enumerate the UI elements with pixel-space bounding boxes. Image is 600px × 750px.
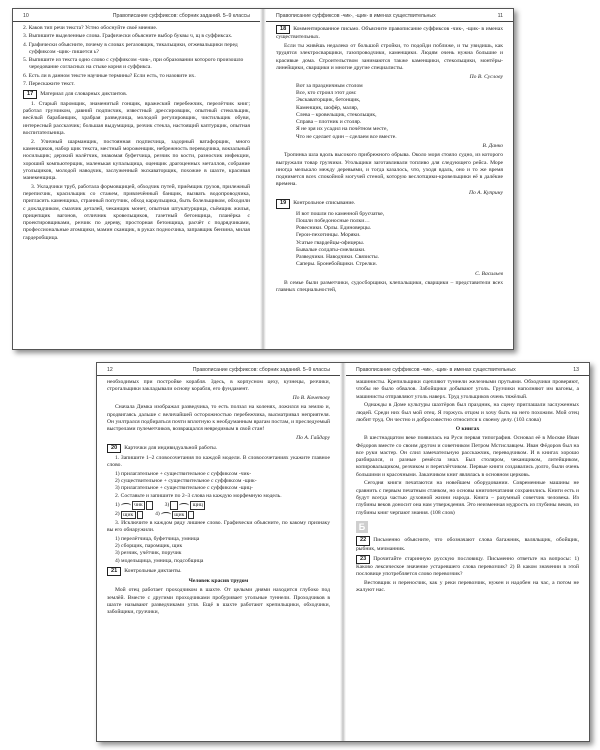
page-number: 11 [497,13,503,19]
dictation-3: 3. Укладчики труб, работала формовщицей, обходчик путей, приёмщик грузов, прилежный переписчик, красильщик со стажем, привлечённый банщик, вызвать водопроводчика, пригласить каменщика, странный попутчик, обход караульщика, быть болельщиком, обходили с докладчиком, смазчик деталей, чеканщик монет, опытная штукатурщица, съёмщик жилья, прицепщик вагонов, отличник кровельщиков, газетный бетонщица, планёрка с проектировщиками, резчик по дереву, просторная бетонщица, расчёт с подрядчиками, профессиональные атомщики, мамин сканщик, в руках подносчика, заправщик бензина, милая гардеробщица. [23,183,250,241]
proverb: Вестовщик и переносчик, как у реки перевозчик, нужен и надобен на час, а потом не жалуют нас. [356,580,579,594]
running-head [97,363,340,376]
morpheme-model-1: 1) чик [115,501,153,509]
author-credit: С. Васильев [475,270,503,277]
word-row: 4) модельщица, умница, подсобщица [115,557,204,564]
verse-line: Герои-пехотинцы. Моряки. [296,232,361,239]
running-head [266,9,513,22]
text-paragraph: В семье были разметчики, судосборщики, клепальщики, сварщики – представители всех главных специальностей, [276,280,503,294]
poem-line: Экскаваторщик, бетонщик, [296,97,361,104]
morpheme-model-2: 2) щик [115,511,143,519]
verse [276,211,503,269]
question-3: 3. Выпишите выделенные слова. Графически объясните выбор буквы ч, щ в суффиксах. [23,33,233,40]
task-21-heading [107,567,330,576]
verse-line: Разведчики. Наводчики. Связисты. [296,254,380,261]
section-badge: Б [356,521,368,533]
question-5: 5. Выпишите из текста одно слово с суффиксом -чик-, при образовании которого произошло чередование согласных на стыке корня и суффикса. [23,57,244,71]
dictation-title: О книгах [455,426,480,433]
task-number: 18 [276,25,290,34]
question-2: 2. Каков тип речи текста? Устно обоснуйте своё мнение. [23,25,158,31]
suffix-box: щик [172,511,187,519]
page-11 [266,9,513,349]
task-number: 20 [107,444,121,453]
task-number: 17 [23,90,37,99]
task-title: Карточки для индивидуальной работы. [124,445,218,452]
model-1: 1) прилагательное + существительное с суффиксом -чик- [115,470,252,477]
task-title: Письменно объясните, что обозначают слова багажник, валяльщик, обойщик, рыбник, мичманник. [356,537,579,552]
task-number: 21 [107,567,121,576]
verse-line: И вот пошли по каменной брусчатке, [296,210,385,217]
morpheme-model-3: 3) щиц [165,501,206,509]
text-paragraph: Сначала Димка изображал разведчика, то есть ползал на коленях, ложился на землю и, продвигаясь дальше с величайшей осторожностью перебежчика, высматривал неприятеля. Он уилтрался подбираться почти вплотную к необдуманным врагам постам, и преследуемый выстрелами пулеметчиков, возвращался невредимым в свой стан! [107,404,330,433]
text-paragraph: Мой отец работает проходчиком в шахте. От целыми днями находится глубоко под землёй. Вместе с другими проходчиками пробуривает угольные туннели. Проходчиков в шахте называют разведчиками угля. Ещё в шахте работают крепильщики, обходчики, забойщики, грузчики, [107,587,330,616]
verse-line: Пошли победоносные полки… [296,217,370,224]
suffix-box: чик [132,501,146,509]
verse-line: Ровесники. Орлы. Единоверцы. [296,225,372,232]
page-10 [13,9,260,349]
author-credit: В. Данко [482,142,503,149]
dictation-1: 1. Старый паромщик, знаменитый гонщик, вражеский перебежчик, перелётчик книг; работал грузчиком, давний подписчик, известный дрессировщик, опытный стекольщик, весёлый барабанщик, храбрая разведчица, молодой регулировщик, чистильщик обуви, интересный рассказчик; большая выдумщица, резчик стекла, настоящий каптурщик, опытная воспитательница. [23,100,250,136]
task-18-heading [276,25,503,42]
word-row: 3) резчик, учётчик, поручик [115,550,182,557]
running-title: Правописание суффиксов: сборник заданий. 5–9 классы [112,13,250,19]
poem-line: Каменщик, шофёр, маляр, [296,104,359,111]
running-head [346,363,589,376]
running-title: Правописание суффиксов -чик-, -щик- в именах существительных [276,13,436,19]
book-spread-bottom [96,362,590,742]
task-19-heading [276,199,503,208]
poem-line: Я не зря их усадил на почётном месте, [296,126,388,133]
task-title: Материал для словарных диктантов. [40,91,128,98]
author-credit: По А. Гайдару [296,434,330,441]
text-paragraph: Однажды в Доме культуры шахтёров был праздник, на сцену приглашали заслуженных людей. Среди них был мой отец. Я горжусь отцом и хочу быть на него похожим. Мой отец любит труд. Он честно и добросовестно относится к своему делу. (103 слова) [356,402,579,423]
task-number: 22 [356,536,370,545]
suffix-box: щик [121,511,136,519]
page-number: 10 [23,13,29,19]
page-number: 13 [573,367,579,373]
running-head [13,9,260,22]
card-question-3: 3. Исключите в каждом ряду лишнее слово. Графически объясните, по какому признаку вы его обнаружили. [107,519,330,534]
model-2: 2) существительное + существительное с суффиксом -щик- [115,478,257,485]
word-row: 1) перелётчица, буфетчица, умница [115,535,200,542]
task-title: Контрольные диктанты. [124,567,182,574]
question-7: 7. Перескажите текст. [23,80,75,87]
poem-line: Все, кто строил этот дом: [296,90,357,97]
task-22-heading [356,536,579,553]
morpheme-model-4: 4) щик [155,511,194,519]
task-title: Прочитайте старинную русскую пословицу. Письменно ответьте на вопросы: 1) Каково лексическое значение устаревшего слова перевозчик? 2) В каком значении в этой пословице употребляется слово перевозчик? [356,555,579,578]
task-number: 23 [356,555,370,564]
author-credit: По А. Куприну [468,190,503,197]
task-number: 19 [276,199,290,208]
task-17-heading [23,90,250,99]
morpheme-models-row [115,501,330,509]
word-row: 2) сборщик, паромщик, щик [115,543,183,550]
text-paragraph: В шестнадцатом веке появилась на Руси первая типография. Основал её в Москве Иван Фёдоров вместе со своим другом и советником Петром Мстиславцем. Иван Фёдоров был на все руки мастер. Он слил замечательную расскажчик, переводчиком. И в книгах хорошо разбирался, и разные ремёсла знал. Был столяром, чеканщиком, литейщиком, копировальщиком, резчиком и переплётчиком. Первые книги создавались долго, были очень большими и красочными. Заказчиком книг являлась в основном церковь. [356,435,579,478]
text-paragraph: Тропинка шла вдоль высокого прибрежного обрыва. Около моря стояло судно, из которого выгружали товар грузчики. Угольщики заготавливали топливо для следующего рейса. Море иногда мелькало между деревьями, и тогда казалось, что, уходя вдаль, оно и то же время поднимется всех спокойной могучей стеной, которую веслотщики-кровельщики её в далёкие времена. [276,152,503,188]
author-credit: По В. Суслову [469,73,503,80]
model-3: 3) прилагательное + существительное с суффиксом -щиц- [115,485,253,492]
page-13 [346,363,589,741]
page-12 [97,363,340,741]
text-paragraph: машинисты. Крепильщики сцепляют туннели железными прутьями. Обходчики проверяют, чтобы не было обвалов. Забойщики добывают уголь. Грузчики наполняют им вагоны, а машинисты отправляют уголь наверх. Труд угольщиков очень тяжёлый. [356,379,579,400]
verse-line: Бывалые солдаты-смельчаки. [296,246,366,253]
task-title: Контрольное списывание. [293,200,356,207]
text-paragraph: необходимых при постройке корабля. Здесь, в корпусном цеху, кузнецы, резчики, строгальщики закладывали основу корабля, его фундамент. [107,379,330,393]
question-4: 4. Графически объясните, почему в словах регазовщик, тикальщики, отжевальщики перед суффиксом -щик- пишется ь? [23,41,238,55]
dictation-2: 2. Уличный шарманщик, постоянная подписчица, задорный ватафорщик, много каменщиков, набор щик текста, местный мороженщик, небрежность переводчика, вокзальный носильщик; дерзкий налётчик, знакомая буфетчица, резчик по кости, разносчик инфекции, хороший компьютерщик, маленькая купальщица, оценщик драгоценных металлов, собрание угольщиков, молодой наводчик, заслуженный экскаваторщик, похожие в шахте, красивая манекенщица. [23,138,250,182]
verse-line: Усатые гвардейцы-офицеры. [296,239,365,246]
verse-line: Саперы. Бронебойщики. Стрелки. [296,261,378,268]
poem-line: Что не сделает один – сделаем все вместе. [296,133,397,140]
poem-line: Справа – плотник и столяр. [296,119,362,126]
text-paragraph: Сегодня книги печатаются на новейшем оборудовании. Современные машины не сравнить с первым печатным станком, но основы книгопечатания сохранились. Книги есть и будут всегда частью духовной жизни народа. Книга – разумный советчик человека. Из глубины веков доносит она нам утверждения. Это неизменная мудрость из глубины веков, из глубины книг черпают знания. (108 слов) [356,480,579,516]
poem [276,83,503,141]
poem-line: Слева – кровельщик, стекольщик, [296,111,377,118]
task-23-heading [356,555,579,579]
running-title: Правописание суффиксов -чик-, -щик- в именах существительных [356,367,516,373]
page-number: 12 [107,367,113,373]
text-paragraph: Если ты живёшь недалеко от большой стройки, то подойди поближе, и ты увидишь, как трудятся электросварщики, газопроводчики, каменщики. Людям очень нужна большие и красивые дома. Строительством занимаются также каменщики, стекольщики, монтёры-линейщики, сварщики и многие другие специалисты. [276,43,503,71]
question-6: 6. Есть ли в данном тексте научные термины? Если есть, то назовите их. [23,72,196,79]
suffix-box: щиц [190,501,205,509]
task-title: Комментированное письмо. Объясните правописание суффиксов -чик-, -щик- в именах существительных. [276,26,503,41]
poem-line: Вот за праздничным столом [296,82,363,89]
task-20-heading [107,444,330,453]
card-question-2: 2. Составьте и запишите по 2–3 слова на каждую морфемную модель. [115,492,282,499]
book-spread-top [12,8,514,350]
morpheme-models-row [115,511,330,519]
dictation-title: Человек красив трудом [188,578,249,585]
card-question-1: 1. Запишите 1–2 словосочетания по каждой модели. В словосочетаниях укажите главное слово. [107,454,330,469]
author-credit: По В. Кочетову [292,395,330,402]
running-title: Правописание суффиксов: сборник заданий. 5–9 классы [192,367,330,373]
